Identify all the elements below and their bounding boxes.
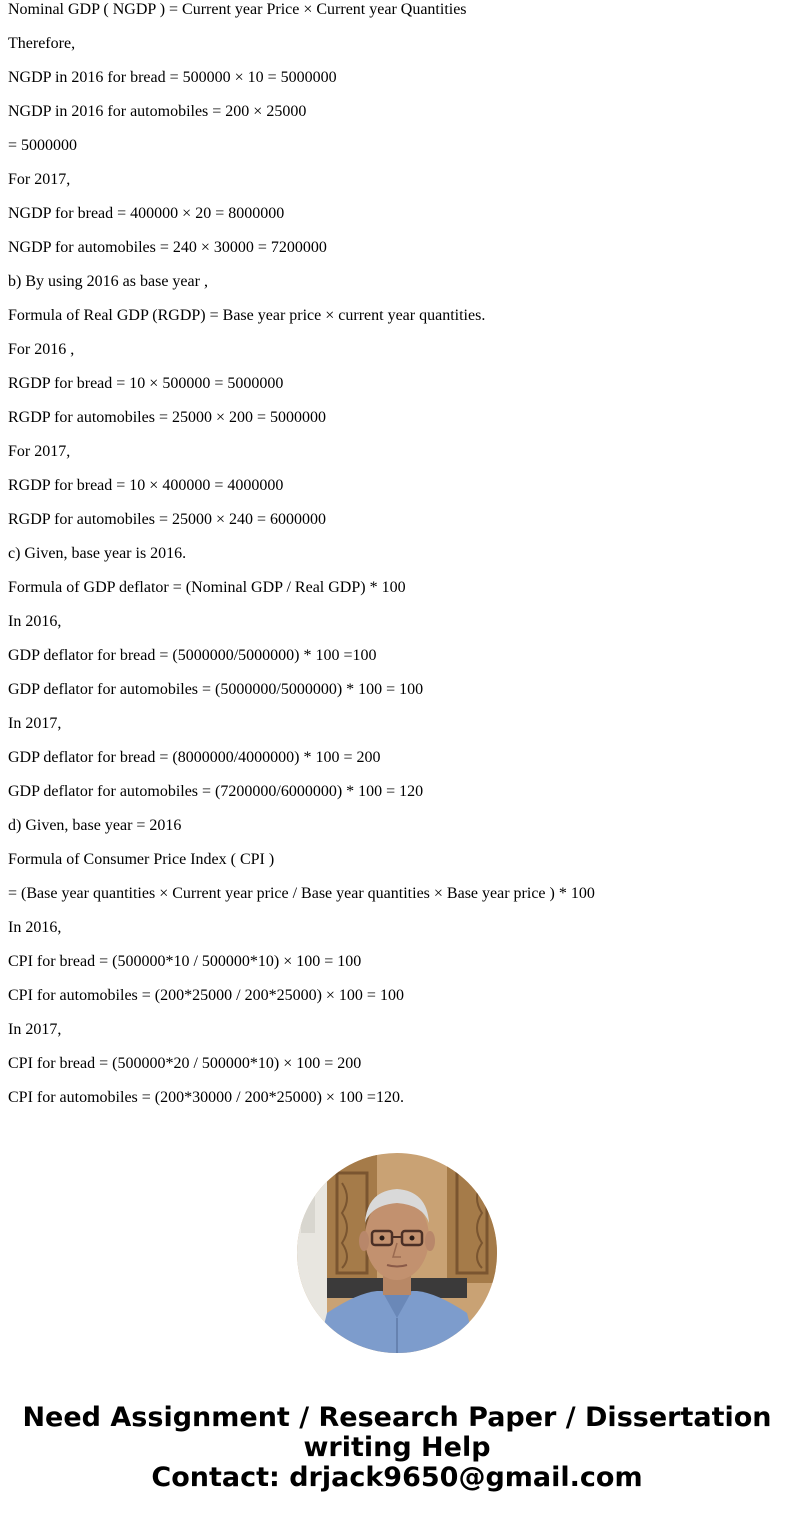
text-line: GDP deflator for automobiles = (7200000/6000000) * 100 = 120 [8,783,424,800]
text-line: Formula of Real GDP (RGDP) = Base year price × current year quantities. [8,307,486,324]
avatar [297,1153,497,1353]
text-line: For 2016 , [8,341,75,358]
text-line: NGDP in 2016 for automobiles = 200 × 25000 [8,103,307,120]
text-line: GDP deflator for automobiles = (5000000/5000000) * 100 = 100 [8,681,424,698]
text-line: For 2017, [8,443,71,460]
text-line: CPI for bread = (500000*20 / 500000*10) × 100 = 200 [8,1055,362,1072]
text-line: NGDP for bread = 400000 × 20 = 8000000 [8,205,285,222]
text-line: = 5000000 [8,137,78,154]
promo-contact: Contact: drjack9650@gmail.com [151,1462,643,1493]
text-line: Formula of GDP deflator = (Nominal GDP / Real GDP) * 100 [8,579,406,596]
text-line: In 2017, [8,1021,62,1038]
text-line: Therefore, [8,35,76,52]
promo-subheadline: writing Help [303,1432,491,1463]
text-line: RGDP for bread = 10 × 500000 = 5000000 [8,375,284,392]
text-line: In 2016, [8,919,62,936]
text-line: In 2016, [8,613,62,630]
text-line: Nominal GDP ( NGDP ) = Current year Price × Current year Quantities [8,1,467,18]
text-line: RGDP for automobiles = 25000 × 200 = 5000000 [8,409,327,426]
text-line: RGDP for automobiles = 25000 × 240 = 6000000 [8,511,327,528]
text-line: CPI for bread = (500000*10 / 500000*10) × 100 = 100 [8,953,362,970]
text-line: c) Given, base year is 2016. [8,545,187,562]
text-line: = (Base year quantities × Current year price / Base year quantities × Base year price ) * 100 [8,885,595,902]
text-line: NGDP for automobiles = 240 × 30000 = 7200000 [8,239,327,256]
text-line: For 2017, [8,171,71,188]
text-line: CPI for automobiles = (200*25000 / 200*25000) × 100 = 100 [8,987,404,1004]
text-line: GDP deflator for bread = (5000000/5000000) * 100 =100 [8,647,377,664]
document-body [8,0,786,1122]
text-line: d) Given, base year = 2016 [8,817,182,834]
text-line: In 2017, [8,715,62,732]
text-line: RGDP for bread = 10 × 400000 = 4000000 [8,477,284,494]
promo-headline: Need Assignment / Research Paper / Dissertation [22,1402,772,1433]
text-line: b) By using 2016 as base year , [8,273,208,290]
text-line: CPI for automobiles = (200*30000 / 200*25000) × 100 =120. [8,1089,404,1106]
text-line: Formula of Consumer Price Index ( CPI ) [8,851,275,868]
promo-banner [0,1403,794,1493]
person-photo-icon [297,1153,497,1353]
text-line: GDP deflator for bread = (8000000/4000000) * 100 = 200 [8,749,381,766]
text-line: NGDP in 2016 for bread = 500000 × 10 = 5000000 [8,69,337,86]
